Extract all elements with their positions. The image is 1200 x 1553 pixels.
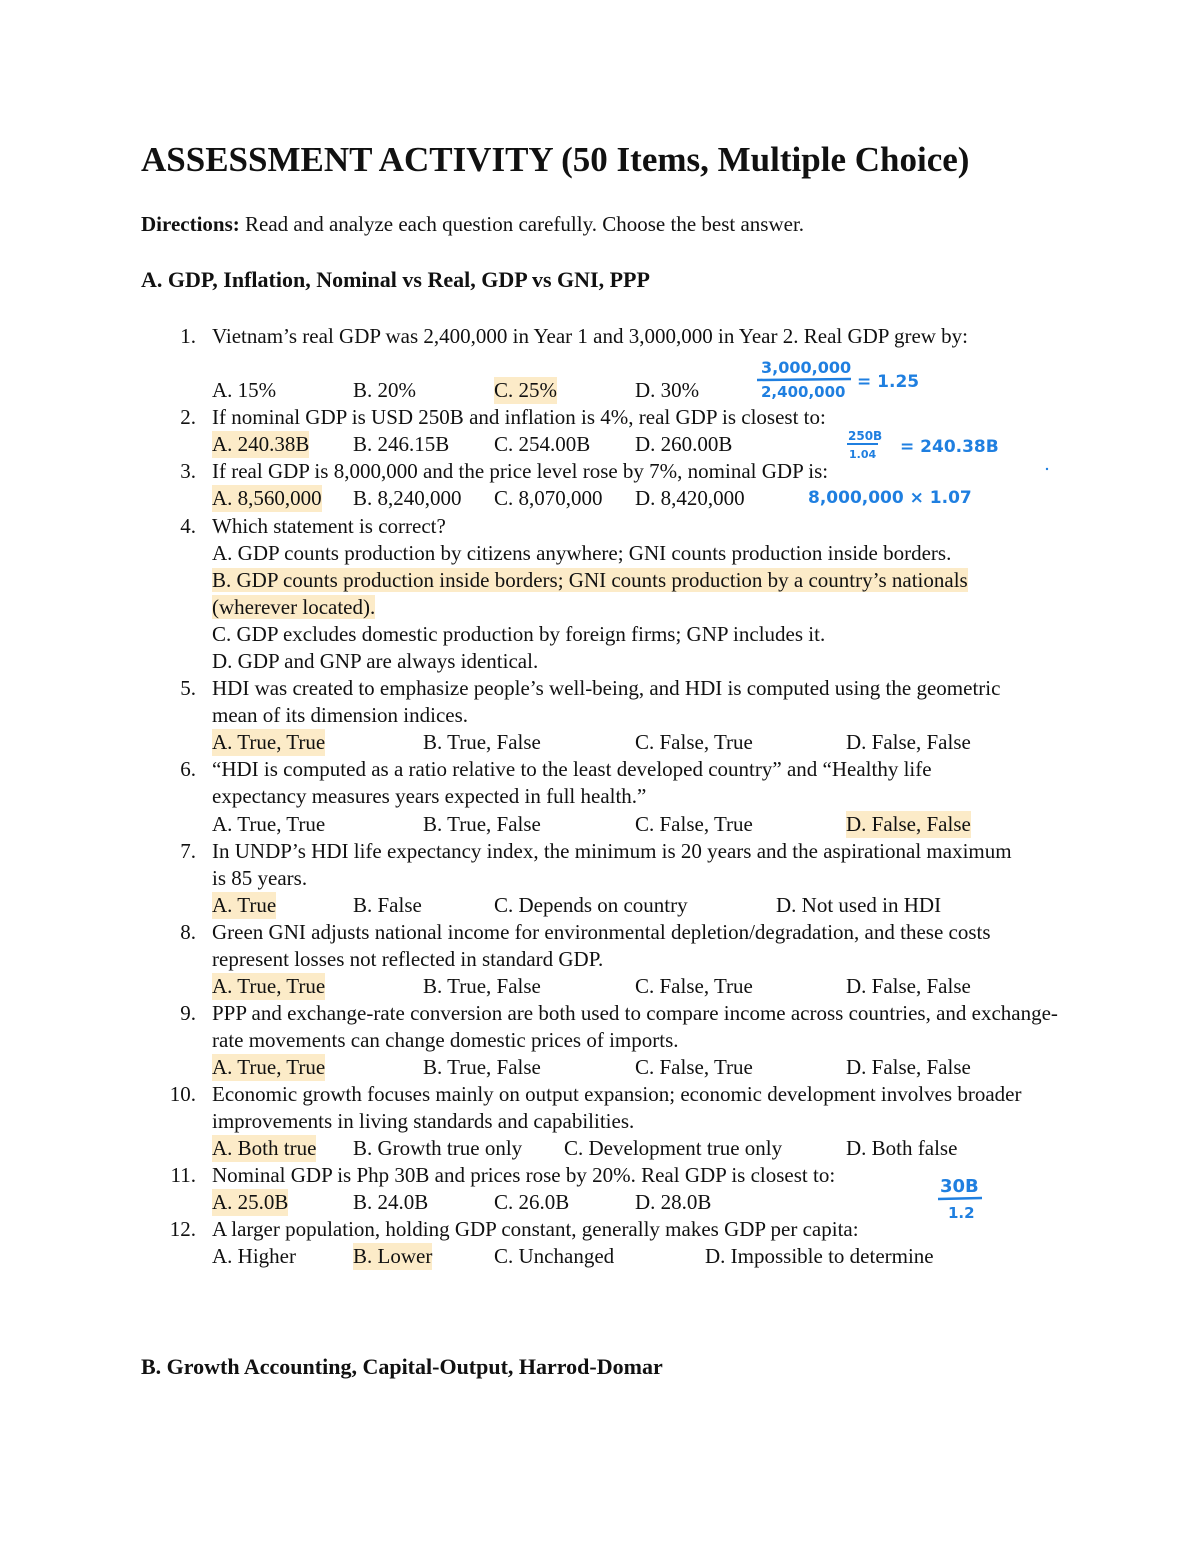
option-a-highlighted[interactable]: A. 25.0B bbox=[212, 1190, 289, 1214]
question-number: 8. bbox=[180, 920, 196, 944]
option-c[interactable]: C. 254.00B bbox=[494, 432, 591, 456]
page-title: ASSESSMENT ACTIVITY (50 Items, Multiple Choice) bbox=[141, 140, 970, 179]
fraction-bar bbox=[757, 379, 851, 380]
option-d[interactable]: D. 30% bbox=[635, 378, 700, 402]
option-c[interactable]: C. Depends on country bbox=[494, 893, 688, 917]
option-c[interactable]: C. Unchanged bbox=[494, 1244, 615, 1268]
option-d[interactable]: D. Both false bbox=[846, 1136, 958, 1160]
question-number: 3. bbox=[180, 459, 196, 483]
option-b[interactable]: B. False bbox=[353, 893, 422, 917]
directions-label: Directions: bbox=[141, 212, 240, 236]
question-number: 1. bbox=[180, 324, 196, 348]
stray-mark bbox=[1044, 466, 1050, 472]
option-d[interactable]: D. False, False bbox=[846, 1055, 971, 1079]
question-number: 5. bbox=[180, 676, 196, 700]
question-text: Which statement is correct? bbox=[212, 514, 446, 538]
option-d[interactable]: D. Impossible to determine bbox=[705, 1244, 934, 1268]
directions-text: Read and analyze each question carefully. Choose the best answer. bbox=[239, 212, 805, 236]
option-c[interactable]: C. False, True bbox=[635, 812, 753, 836]
note-q2-numerator: 250B bbox=[848, 429, 883, 443]
directions bbox=[141, 212, 804, 237]
question-text: Vietnam’s real GDP was 2,400,000 in Year 1 and 3,000,000 in Year 2. Real GDP grew by: bbox=[212, 324, 969, 348]
option-c[interactable]: C. 26.0B bbox=[494, 1190, 570, 1214]
option-b[interactable]: B. 8,240,000 bbox=[353, 486, 462, 510]
option-d[interactable]: D. 28.0B bbox=[635, 1190, 712, 1214]
question-number: 10. bbox=[169, 1082, 196, 1106]
option-b[interactable]: B. 20% bbox=[353, 378, 416, 402]
option-b[interactable]: B. 24.0B bbox=[353, 1190, 429, 1214]
option-a-highlighted[interactable]: A. Both true bbox=[212, 1136, 317, 1160]
option-b[interactable]: B. 246.15B bbox=[353, 432, 450, 456]
question-number: 11. bbox=[170, 1163, 196, 1187]
option-a-highlighted[interactable]: A. True, True bbox=[212, 730, 326, 754]
option-c[interactable]: C. False, True bbox=[635, 1055, 753, 1079]
option-a-highlighted[interactable]: A. 240.38B bbox=[212, 432, 310, 456]
question-text: PPP and exchange-rate conversion are both used to compare income across countries, and exchange-rate movements can change domestic prices of imports. bbox=[212, 1001, 1058, 1052]
option-b[interactable]: B. True, False bbox=[423, 812, 541, 836]
question-number: 12. bbox=[169, 1217, 196, 1241]
question-text: If real GDP is 8,000,000 and the price level rose by 7%, nominal GDP is: bbox=[212, 459, 829, 483]
option-a-highlighted[interactable]: A. True, True bbox=[212, 1055, 326, 1079]
question-text: A larger population, holding GDP constant, generally makes GDP per capita: bbox=[212, 1217, 859, 1241]
option-c[interactable]: C. Development true only bbox=[564, 1136, 783, 1160]
question-number: 6. bbox=[180, 757, 196, 781]
handwritten-note-q11 bbox=[936, 1174, 996, 1224]
option-c[interactable]: C. GDP excludes domestic production by foreign firms; GNP includes it. bbox=[212, 622, 826, 646]
option-b[interactable]: B. True, False bbox=[423, 1055, 541, 1079]
option-b-highlighted[interactable]: B. Lower bbox=[353, 1244, 433, 1268]
handwritten-note-q1 bbox=[755, 356, 935, 402]
option-d-highlighted[interactable]: D. False, False bbox=[846, 812, 971, 836]
option-b[interactable]: B. True, False bbox=[423, 974, 541, 998]
note-q1-denominator: 2,400,000 bbox=[761, 383, 846, 401]
question-text: In UNDP’s HDI life expectancy index, the minimum is 20 years and the aspirational maximum is 85 years. bbox=[212, 839, 1012, 890]
option-a[interactable]: A. Higher bbox=[212, 1244, 296, 1268]
option-c-highlighted[interactable]: C. 25% bbox=[494, 378, 557, 402]
section-b-heading: B. Growth Accounting, Capital-Output, Harrod-Domar bbox=[141, 1354, 663, 1379]
note-q1-numerator: 3,000,000 bbox=[761, 358, 852, 377]
question-text: Nominal GDP is Php 30B and prices rose by 20%. Real GDP is closest to: bbox=[212, 1163, 836, 1187]
question-text: “HDI is computed as a ratio relative to the least developed country” and “Healthy life expectancy measures years expected in full health.” bbox=[212, 757, 932, 808]
option-a[interactable]: A. 15% bbox=[212, 378, 277, 402]
option-a-highlighted[interactable]: A. 8,560,000 bbox=[212, 486, 322, 510]
note-q3-expression: 8,000,000 × 1.07 bbox=[808, 488, 972, 508]
note-q2-denominator: 1.04 bbox=[849, 448, 877, 461]
question-number: 4. bbox=[180, 514, 196, 538]
option-d[interactable]: D. 260.00B bbox=[635, 432, 733, 456]
option-a[interactable]: A. True, True bbox=[212, 812, 326, 836]
option-a[interactable]: A. GDP counts production by citizens anywhere; GNI counts production inside borders. bbox=[212, 541, 952, 565]
question-text: Economic growth focuses mainly on output expansion; economic development involves broader improvements in living standards and capabilities. bbox=[212, 1082, 1022, 1133]
option-d[interactable]: D. False, False bbox=[846, 730, 971, 754]
option-b[interactable]: B. True, False bbox=[423, 730, 541, 754]
note-q11-numerator: 30B bbox=[940, 1176, 979, 1197]
handwritten-note-q3 bbox=[806, 481, 976, 511]
handwritten-note-q2 bbox=[846, 426, 1016, 466]
option-a-highlighted[interactable]: A. True, True bbox=[212, 974, 326, 998]
note-q1-result: = 1.25 bbox=[857, 372, 920, 392]
question-text: If nominal GDP is USD 250B and inflation is 4%, real GDP is closest to: bbox=[212, 405, 826, 429]
option-d[interactable]: D. GDP and GNP are always identical. bbox=[212, 649, 539, 673]
option-b-highlighted[interactable]: B. GDP counts production inside borders; GNI counts production by a country’s nationals (wherever located). bbox=[212, 568, 968, 619]
option-a-highlighted[interactable]: A. True bbox=[212, 893, 277, 917]
option-d[interactable]: D. False, False bbox=[846, 974, 971, 998]
question-text: HDI was created to emphasize people’s well-being, and HDI is computed using the geometric mean of its dimension indices. bbox=[212, 676, 1001, 727]
section-a-heading: A. GDP, Inflation, Nominal vs Real, GDP vs GNI, PPP bbox=[141, 267, 650, 292]
option-d[interactable]: D. Not used in HDI bbox=[776, 893, 942, 917]
question-number: 9. bbox=[180, 1001, 196, 1025]
note-q11-denominator: 1.2 bbox=[948, 1204, 975, 1222]
question-number: 2. bbox=[180, 405, 196, 429]
option-d[interactable]: D. 8,420,000 bbox=[635, 486, 745, 510]
option-b-highlighted-wrap[interactable] bbox=[212, 567, 992, 621]
option-c[interactable]: C. 8,070,000 bbox=[494, 486, 603, 510]
note-q2-result: = 240.38B bbox=[900, 437, 999, 457]
option-b[interactable]: B. Growth true only bbox=[353, 1136, 523, 1160]
option-c[interactable]: C. False, True bbox=[635, 974, 753, 998]
question-number: 7. bbox=[180, 839, 196, 863]
fraction-bar bbox=[938, 1198, 982, 1199]
option-c[interactable]: C. False, True bbox=[635, 730, 753, 754]
question-text: Green GNI adjusts national income for environmental depletion/degradation, and these costs represent losses not reflected in standard GDP. bbox=[212, 920, 991, 971]
